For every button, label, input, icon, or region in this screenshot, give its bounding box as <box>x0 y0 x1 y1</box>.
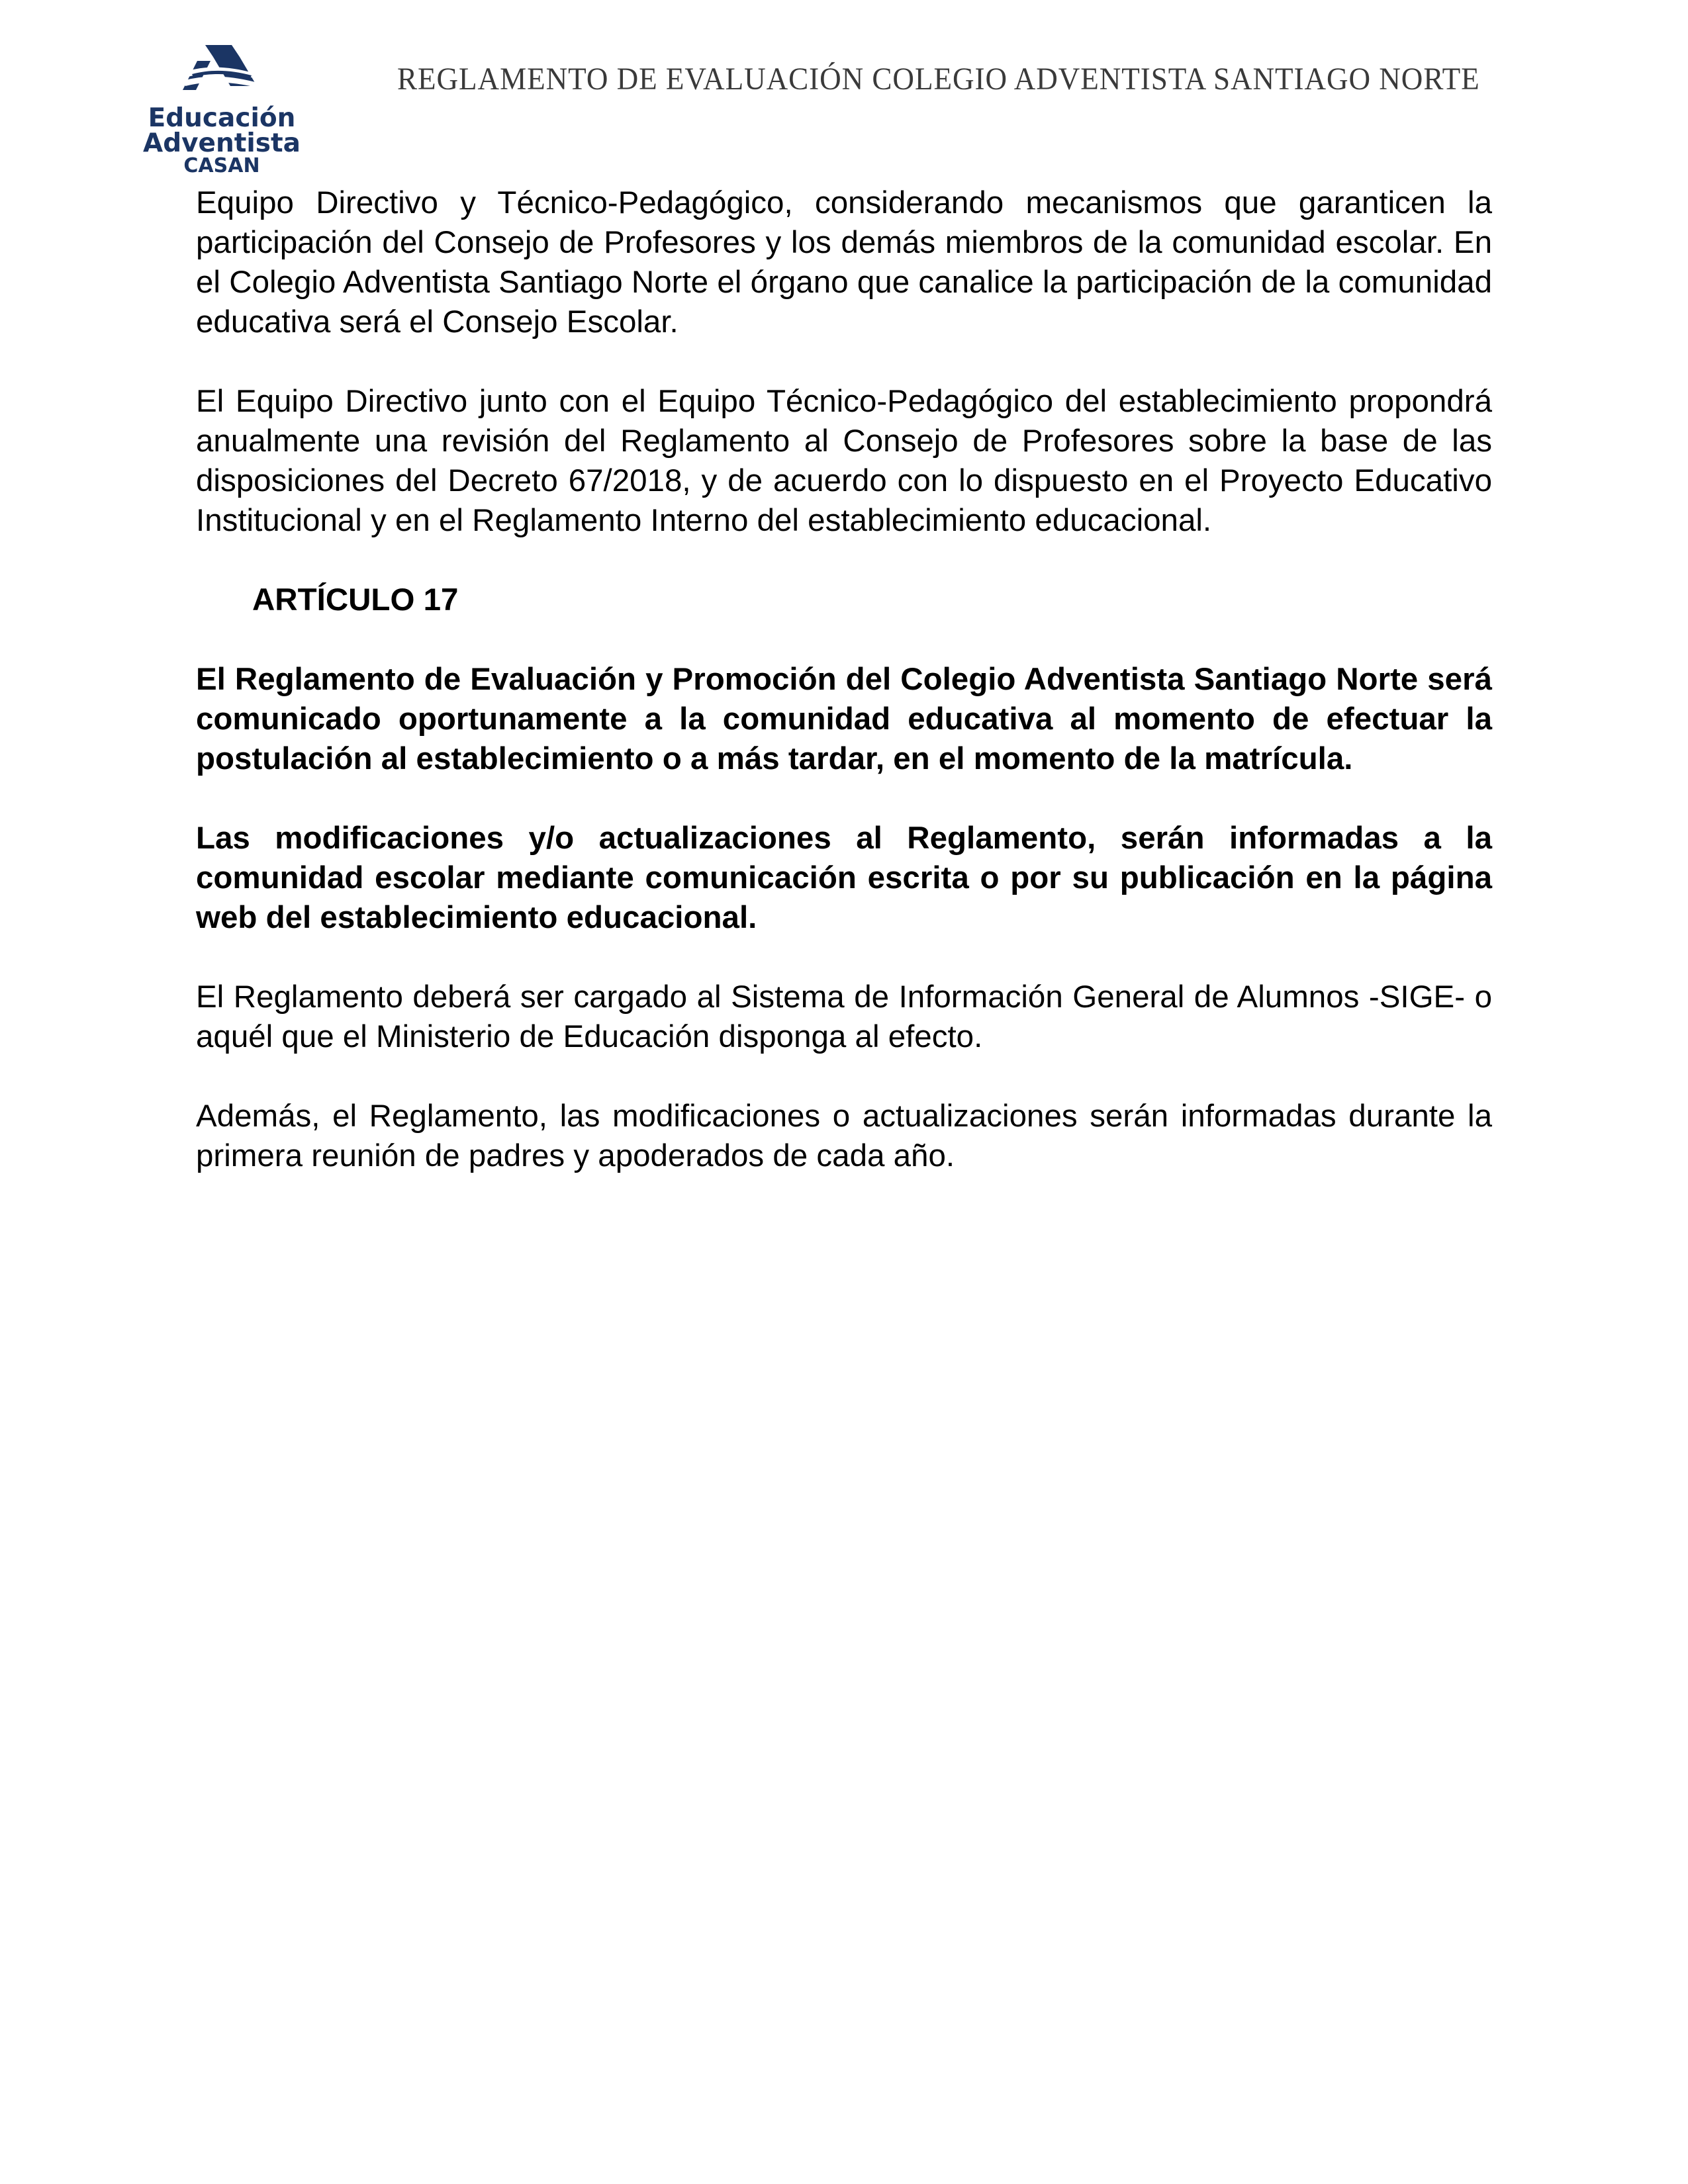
document-header-title: REGLAMENTO DE EVALUACIÓN COLEGIO ADVENTISTA SANTIAGO NORTE <box>397 62 1480 97</box>
document-body <box>196 183 1492 1176</box>
logo-text-adventista: Adventista <box>143 128 301 158</box>
logo-text-casan: CASAN <box>183 154 260 177</box>
paragraph-revision-anual: El Equipo Directivo junto con el Equipo Técnico-Pedagógico del establecimiento propondrá anualmente una revisión del Reglamento al Consejo de Profesores sobre la base de las disposiciones del Decreto 67/2018, y de acuerdo con lo dispuesto en el Proyecto Educativo Institucional y en el Reglamento Interno del establecimiento educacional. <box>196 384 1492 538</box>
logo <box>139 38 305 177</box>
article-heading: ARTÍCULO 17 <box>252 582 459 617</box>
paragraph-consejo-escolar: Equipo Directivo y Técnico-Pedagógico, considerando mecanismos que garanticen la participación del Consejo de Profesores y los demás miembros de la comunidad escolar. En el Colegio Adventista Santiago Norte el órgano que canalice la participación de la comunidad educativa será el Consejo Escolar. <box>196 185 1492 340</box>
page-header <box>0 0 1688 185</box>
paragraph-modificaciones: Las modificaciones y/o actualizaciones al Reglamento, serán informadas a la comunidad escolar mediante comunicación escrita o por su publicación en la página web del establecimiento educacional. <box>196 821 1492 935</box>
paragraph-comunicacion-reglamento: El Reglamento de Evaluación y Promoción del Colegio Adventista Santiago Norte será comunicado oportunamente a la comunidad educativa al momento de efectuar la postulación al establecimiento o a más tardar, en el momento de la matrícula. <box>196 662 1492 776</box>
paragraph-sige: El Reglamento deberá ser cargado al Sistema de Información General de Alumnos -SIGE- o aquél que el Ministerio de Educación disponga al efecto. <box>196 979 1492 1054</box>
adventist-flame-a-icon <box>139 38 305 105</box>
paragraph-reunion-apoderados: Además, el Reglamento, las modificaciones o actualizaciones serán informadas durante la primera reunión de padres y apoderados de cada año. <box>196 1099 1492 1173</box>
logo-text-educacion: Educación <box>148 103 296 133</box>
